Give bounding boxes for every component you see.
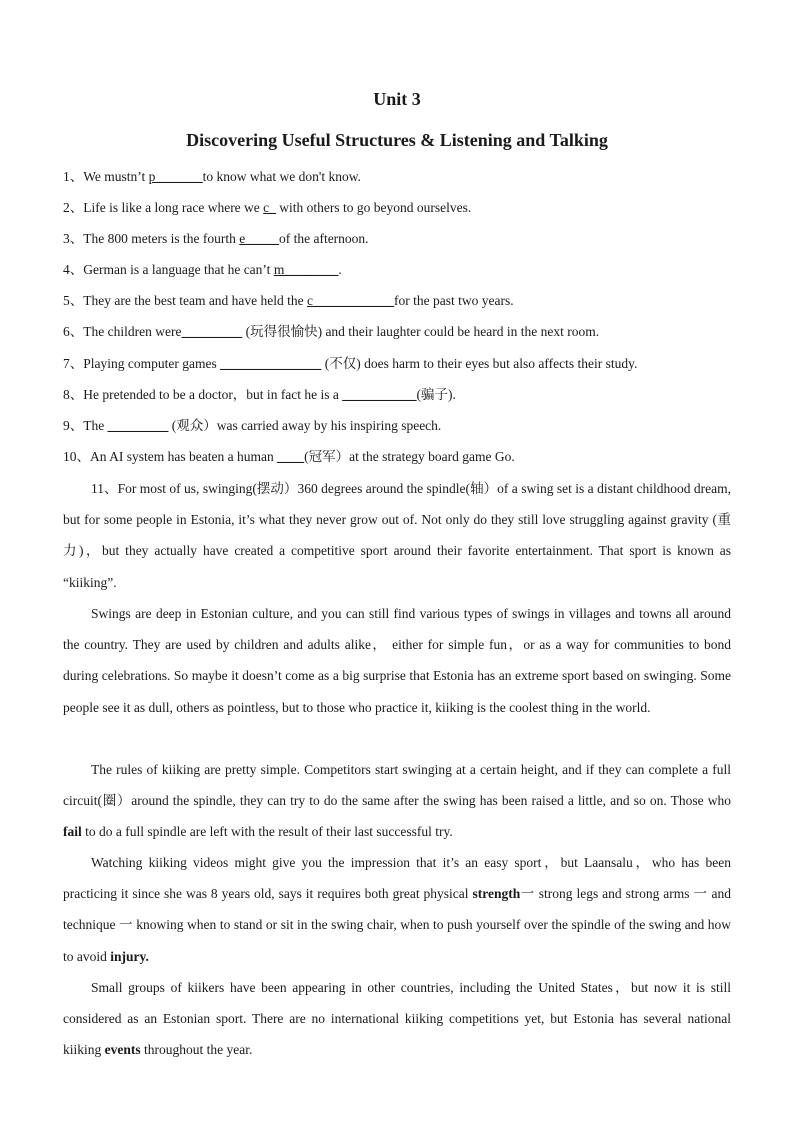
passage-paragraph-1: 11、For most of us, swinging(摆动）360 degrees around the spindle(轴）of a swing set is a distant childhood dream, but for some people in Estonia, it’s what they never grow out of. Not only do they still love struggling against gravity (重力)，but they actually have created a competitive sport around their favorite entertainment. That sport is known as “kiiking”. <box>63 481 731 590</box>
answer-blank: p_______ <box>148 169 203 184</box>
answer-blank: _________ <box>107 418 169 433</box>
answer-blank: _________ <box>181 324 243 339</box>
question-4: 4、German is a language that he can’t m________. <box>63 262 342 277</box>
passage-paragraph-2: Swings are deep in Estonian culture, and you can still find various types of swings in villages and towns all around the country. They are used by children and adults alike， either for simple fun，or as a way for communities to bond during celebrations. So maybe it doesn’t come as a big surprise that Estonia has an extreme sport based on swinging. Some people see it as dull, others as pointless, but to those who practice it, kiiking is the coolest thing in the world. <box>63 606 731 715</box>
answer-blank: m________ <box>273 262 339 277</box>
question-6: 6、The children were_________ (玩得很愉快) and their laughter could be heard in the next room. <box>63 324 600 339</box>
question-7: 7、Playing computer games _______________ (不仅) does harm to their eyes but also affects their study. <box>63 356 638 371</box>
answer-blank: e_____ <box>239 231 279 246</box>
question-1: 1、We mustn’t p_______to know what we don't know. <box>63 169 361 184</box>
question-2: 2、Life is like a long race where we c_ with others to go beyond ourselves. <box>63 200 472 215</box>
passage-paragraph-3: The rules of kiiking are pretty simple. Competitors start swinging at a certain height, and if they can complete a full circuit(圈）around the spindle, they can try to do the same after the swing has been raised a little, and so on. Those who fail to do a full spindle are left with the result of their last successful try. <box>63 762 731 840</box>
question-5: 5、They are the best team and have held the c____________for the past two years. <box>63 293 514 308</box>
keyword-strength: strength <box>472 886 521 902</box>
answer-blank: ____ <box>277 449 305 464</box>
answer-blank: _______________ <box>220 356 322 371</box>
passage-paragraph-4: Watching kiiking videos might give you the impression that it’s an easy sport，but Laansalu，who has been practicing it since she was 8 years old, says it requires both great physical strength一 strong legs and strong arms 一 and technique 一 knowing when to stand or sit in the swing chair, when to push yourself over the spindle of the swing and how to avoid injury. <box>63 855 731 964</box>
keyword-fail: fail <box>63 824 82 840</box>
keyword-injury: injury. <box>110 948 149 964</box>
question-3: 3、The 800 meters is the fourth e_____of the afternoon. <box>63 231 369 246</box>
lesson-subtitle: Discovering Useful Structures & Listening and Talking <box>186 130 608 150</box>
question-8: 8、He pretended to be a doctor，but in fact he is a ___________(骗子). <box>63 387 456 402</box>
answer-blank: c____________ <box>307 293 395 308</box>
unit-title: Unit 3 <box>373 89 421 109</box>
keyword-events: events <box>104 1042 141 1058</box>
answer-blank: c_ <box>263 200 276 215</box>
question-10: 10、An AI system has beaten a human ____(冠军）at the strategy board game Go. <box>63 449 515 464</box>
passage-paragraph-5: Small groups of kiikers have been appearing in other countries, including the United States，but now it is still considered as an Estonian sport. There are no international kiiking competitions yet, but Estonia has several national kiiking events throughout the year. <box>63 980 731 1058</box>
question-9: 9、The _________ (观众）was carried away by his inspiring speech. <box>63 418 442 433</box>
answer-blank: ___________ <box>342 387 417 402</box>
